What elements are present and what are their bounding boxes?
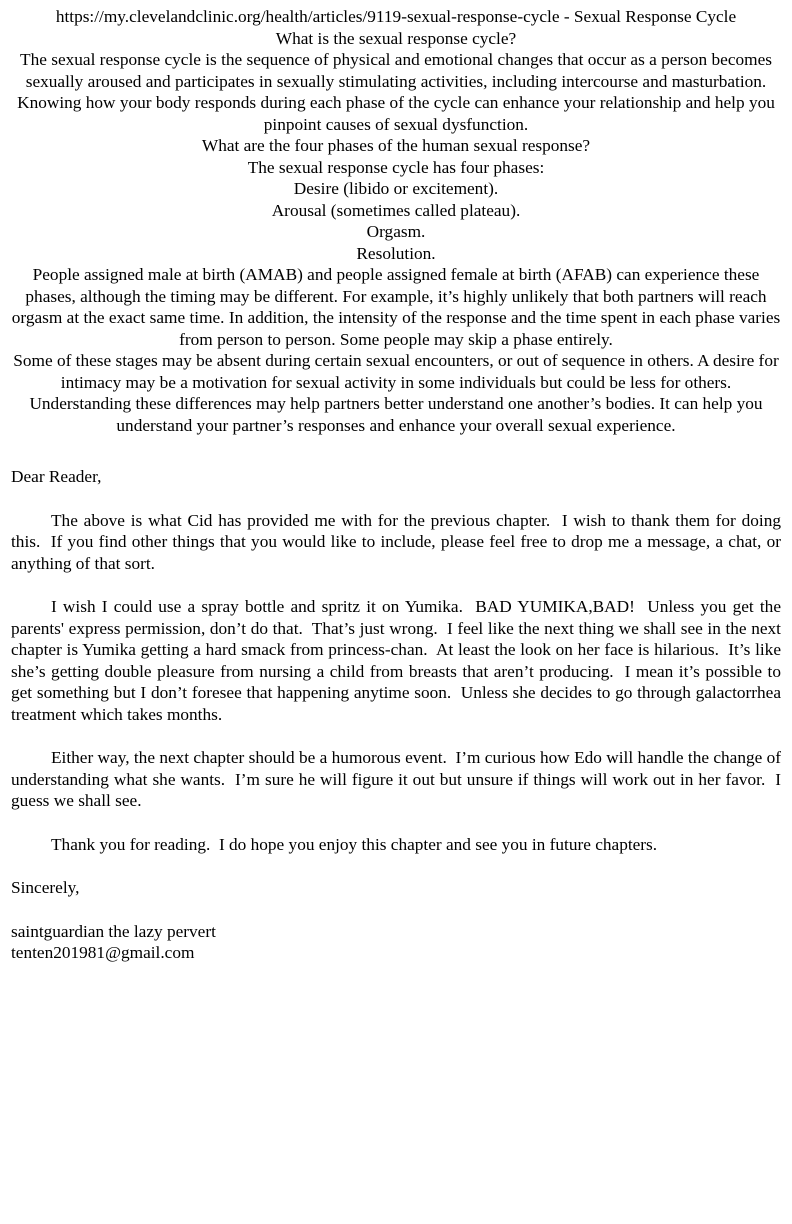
article-phase-orgasm: Orgasm. xyxy=(366,222,426,241)
letter-paragraph-4: Thank you for reading. I do hope you enjoy this chapter and see you in future chapters. xyxy=(51,834,658,854)
article-phase-resolution: Resolution. xyxy=(356,243,436,263)
article-question-what-is: What is the sexual response cycle? xyxy=(275,28,517,48)
article-paragraph-amab-afab: People assigned male at birth (AMAB) and people assigned female at birth (AFAB) can experience these phases, although the timing may be different. For example, it’s highly unlikely that both partners will reach orgasm at the exact same time. In addition, the intensity of the response and the time spent in each phase varies from person to person. Some people may skip a phase entirely. xyxy=(11,265,781,349)
article-question-four-phases: What are the four phases of the human sexual response? xyxy=(201,136,591,155)
letter-signature-name: saintguardian the lazy pervert xyxy=(11,921,216,941)
author-note-letter xyxy=(11,466,786,964)
article-paragraph-definition: The sexual response cycle is the sequence of physical and emotional changes that occur as a person becomes sexually aroused and participates in sexually stimulating activities, including intercourse and masturbation. Knowing how your body responds during each phase of the cycle can enhance your relationship and help you pinpoint causes of sexual dysfunction. xyxy=(17,50,775,134)
letter-signature-email: tenten201981@gmail.com xyxy=(11,943,195,962)
article-phase-arousal: Arousal (sometimes called plateau). xyxy=(271,200,521,220)
letter-paragraph-1: The above is what Cid has provided me with for the previous chapter. I wish to thank them for doing this. If you find other things that you would like to include, please feel free to drop me a message, a chat, or anything of that sort. xyxy=(11,510,786,573)
article-paragraph-stages-absent: Some of these stages may be absent during certain sexual encounters, or out of sequence in others. A desire for intimacy may be a motivation for sexual activity in some individuals but could be less for others. xyxy=(13,351,779,392)
article-phase-desire: Desire (libido or excitement). xyxy=(293,179,499,198)
article-excerpt xyxy=(11,6,781,436)
letter-paragraph-2: I wish I could use a spray bottle and spritz it on Yumika. BAD YUMIKA,BAD! Unless you get the parents' express permission, don’t do that. That’s just wrong. I feel like the next thing we shall see in the next chapter is Yumika getting a hard smack from princess-chan. At least the look on her face is hilarious. It’s like she’s getting double pleasure from nursing a child from breasts that aren’t producing. I mean it’s possible to get something but I don’t foresee that happening anytime soon. Unless she decides to go through galactorrhea treatment which takes months. xyxy=(11,597,786,724)
article-phases-intro: The sexual response cycle has four phases: xyxy=(247,157,545,177)
letter-salutation: Dear Reader, xyxy=(11,467,102,486)
article-source-url-line: https://my.clevelandclinic.org/health/articles/9119-sexual-response-cycle - Sexual Response Cycle xyxy=(55,7,737,26)
article-paragraph-understanding: Understanding these differences may help partners better understand one another’s bodies. It can help you understand your partner’s responses and enhance your overall sexual experience. xyxy=(29,394,763,435)
letter-paragraph-3: Either way, the next chapter should be a humorous event. I’m curious how Edo will handle the change of understanding what she wants. I’m sure he will figure it out but unsure if things will work out in her favor. I guess we shall see. xyxy=(11,748,786,810)
letter-closing: Sincerely, xyxy=(11,878,80,897)
